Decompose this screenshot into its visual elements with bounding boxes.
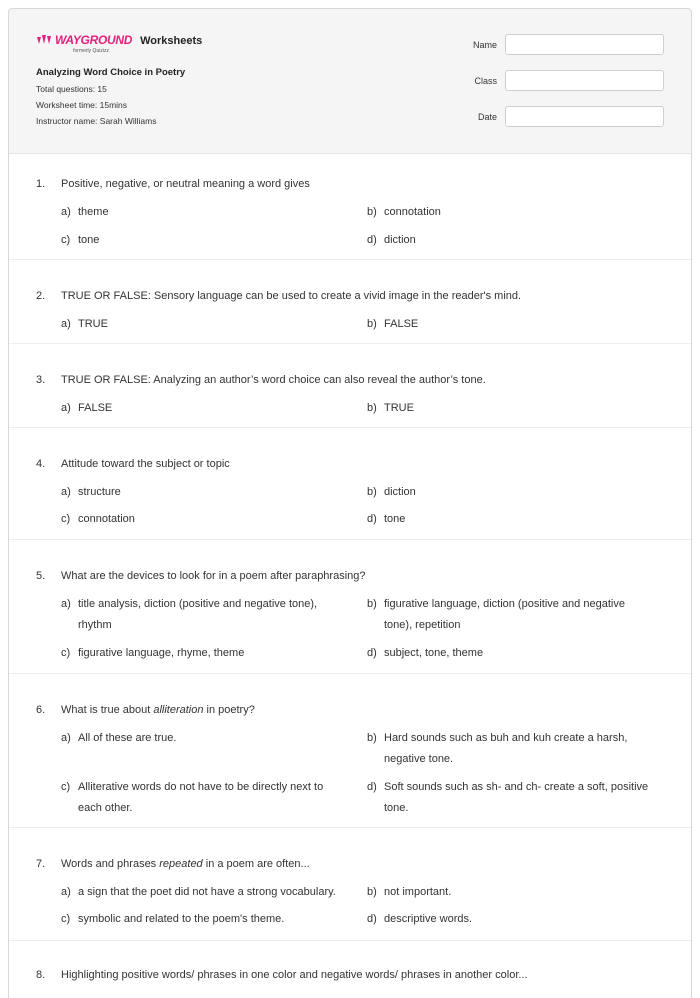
option-letter: c) <box>61 913 71 925</box>
option-text: connotation <box>384 206 441 218</box>
stem-text: in poetry? <box>203 704 255 716</box>
option-text: tone <box>78 234 100 246</box>
option-text: symbolic and related to the poem's theme. <box>78 913 285 925</box>
option-a <box>61 314 348 335</box>
option-letter: c) <box>61 234 71 246</box>
question-stem: TRUE OR FALSE: Sensory language can be used to create a vivid image in the reader's mind. <box>61 290 522 302</box>
option-text: theme <box>78 206 109 218</box>
option-letter: b) <box>367 402 377 414</box>
option-letter: a) <box>61 318 71 330</box>
option-letter: b) <box>367 886 377 898</box>
class-field[interactable] <box>505 70 664 91</box>
option-letter: a) <box>61 598 71 610</box>
option-letter: a) <box>61 732 71 744</box>
question-number: 5. <box>36 570 46 582</box>
option-letter: d) <box>367 781 377 793</box>
class-label: Class <box>474 75 497 86</box>
logo-text: WAYGROUND <box>55 33 133 47</box>
option-b <box>367 728 654 770</box>
question-stem: Positive, negative, or neutral meaning a word gives <box>61 178 310 190</box>
class-field-row <box>473 70 664 91</box>
question-stem <box>61 704 255 716</box>
option-d <box>367 509 654 530</box>
question-6 <box>36 704 666 814</box>
question-number: 6. <box>36 704 46 716</box>
option-letter: d) <box>367 513 377 525</box>
option-d <box>367 777 654 819</box>
option-d <box>367 643 654 664</box>
option-a <box>61 202 348 223</box>
option-b <box>367 202 654 223</box>
worksheet-time: Worksheet time: 15mins <box>36 100 128 110</box>
question-divider <box>9 940 692 941</box>
question-stem: Attitude toward the subject or topic <box>61 458 230 470</box>
question-stem: What are the devices to look for in a poem after paraphrasing? <box>61 570 366 582</box>
option-text: subject, tone, theme <box>384 647 484 659</box>
date-label: Date <box>477 111 497 122</box>
option-letter: b) <box>367 206 377 218</box>
question-4 <box>36 458 666 525</box>
option-a <box>61 398 348 419</box>
option-text: Soft sounds such as sh- and ch- create a soft, positive tone. <box>384 781 649 814</box>
stem-text: What is true about <box>61 704 154 716</box>
option-letter: a) <box>61 486 71 498</box>
option-text: tone <box>384 513 406 525</box>
logo-subtext: formerly Quizizz <box>73 48 109 54</box>
option-letter: b) <box>367 318 377 330</box>
option-b <box>367 482 654 503</box>
option-letter: b) <box>367 732 377 744</box>
question-divider <box>9 343 692 344</box>
question-divider <box>9 259 692 260</box>
option-text: descriptive words. <box>384 913 473 925</box>
option-text: title analysis, diction (positive and negative tone), rhythm <box>78 598 318 631</box>
date-field-row <box>473 106 664 127</box>
brand-row <box>36 33 202 54</box>
question-number: 7. <box>36 858 46 870</box>
question-stem <box>61 858 310 870</box>
option-text: FALSE <box>78 402 113 414</box>
option-letter: a) <box>61 886 71 898</box>
worksheet-title: Analyzing Word Choice in Poetry <box>36 67 186 78</box>
question-number: 3. <box>36 374 46 386</box>
option-b <box>367 398 654 419</box>
option-text: FALSE <box>384 318 419 330</box>
stem-text: Words and phrases <box>61 858 160 870</box>
option-letter: d) <box>367 913 377 925</box>
option-text: Alliterative words do not have to be directly next to each other. <box>78 781 324 814</box>
option-text: structure <box>78 486 121 498</box>
question-7 <box>36 858 666 925</box>
question-divider <box>9 673 692 674</box>
stem-text: in a poem are often... <box>202 858 310 870</box>
option-text: diction <box>384 234 416 246</box>
option-d <box>367 230 654 251</box>
option-text: not important. <box>384 886 452 898</box>
option-text: connotation <box>78 513 135 525</box>
question-3 <box>36 374 666 414</box>
question-stem: Highlighting positive words/ phrases in one color and negative words/ phrases in another color... <box>61 969 528 981</box>
brand-label: Worksheets <box>140 35 203 47</box>
stem-emphasis: repeated <box>159 858 203 870</box>
option-a <box>61 882 378 903</box>
option-text: All of these are true. <box>78 732 177 744</box>
worksheet-meta <box>36 67 185 132</box>
option-text: TRUE <box>384 402 414 414</box>
option-text: TRUE <box>78 318 108 330</box>
wayground-logo <box>36 33 132 54</box>
worksheet-header <box>9 9 691 154</box>
option-a <box>61 594 348 636</box>
worksheet <box>8 8 692 998</box>
option-c <box>61 643 348 664</box>
name-field-row <box>473 34 664 55</box>
option-text: figurative language, diction (positive and negative tone), repetition <box>384 598 625 631</box>
question-number: 2. <box>36 290 46 302</box>
option-text: diction <box>384 486 416 498</box>
option-letter: b) <box>367 486 377 498</box>
question-number: 8. <box>36 969 46 981</box>
option-b <box>367 594 654 636</box>
name-label: Name <box>472 39 497 50</box>
option-b <box>367 882 654 903</box>
question-number: 4. <box>36 458 46 470</box>
option-letter: c) <box>61 781 71 793</box>
date-field[interactable] <box>505 106 664 127</box>
option-d <box>367 909 654 930</box>
question-5 <box>36 570 666 659</box>
option-c <box>61 230 348 251</box>
option-letter: d) <box>367 647 377 659</box>
option-letter: d) <box>367 234 377 246</box>
stem-emphasis: alliteration <box>153 704 204 716</box>
question-stem: TRUE OR FALSE: Analyzing an author’s word choice can also reveal the author’s tone. <box>61 374 486 386</box>
question-divider <box>9 539 692 540</box>
option-a <box>61 728 348 749</box>
option-letter: b) <box>367 598 377 610</box>
question-number: 1. <box>36 178 46 190</box>
question-divider <box>9 427 692 428</box>
option-letter: a) <box>61 206 71 218</box>
option-letter: a) <box>61 402 71 414</box>
total-questions: Total questions: 15 <box>36 84 107 94</box>
option-a <box>61 482 348 503</box>
question-8 <box>36 969 666 981</box>
option-text: a sign that the poet did not have a strong vocabulary. <box>78 886 336 898</box>
option-c <box>61 777 348 819</box>
name-field[interactable] <box>505 34 664 55</box>
instructor-name: Instructor name: Sarah Williams <box>36 116 157 126</box>
option-text: Hard sounds such as buh and kuh create a harsh, negative tone. <box>384 732 628 765</box>
option-c <box>61 909 348 930</box>
option-c <box>61 509 348 530</box>
logo-mark-icon <box>36 35 52 45</box>
option-letter: c) <box>61 647 71 659</box>
option-letter: c) <box>61 513 71 525</box>
option-b <box>367 314 654 335</box>
question-2 <box>36 290 666 330</box>
question-1 <box>36 178 666 246</box>
option-text: figurative language, rhyme, theme <box>78 647 245 659</box>
student-fields <box>473 34 664 142</box>
question-divider <box>9 827 692 828</box>
